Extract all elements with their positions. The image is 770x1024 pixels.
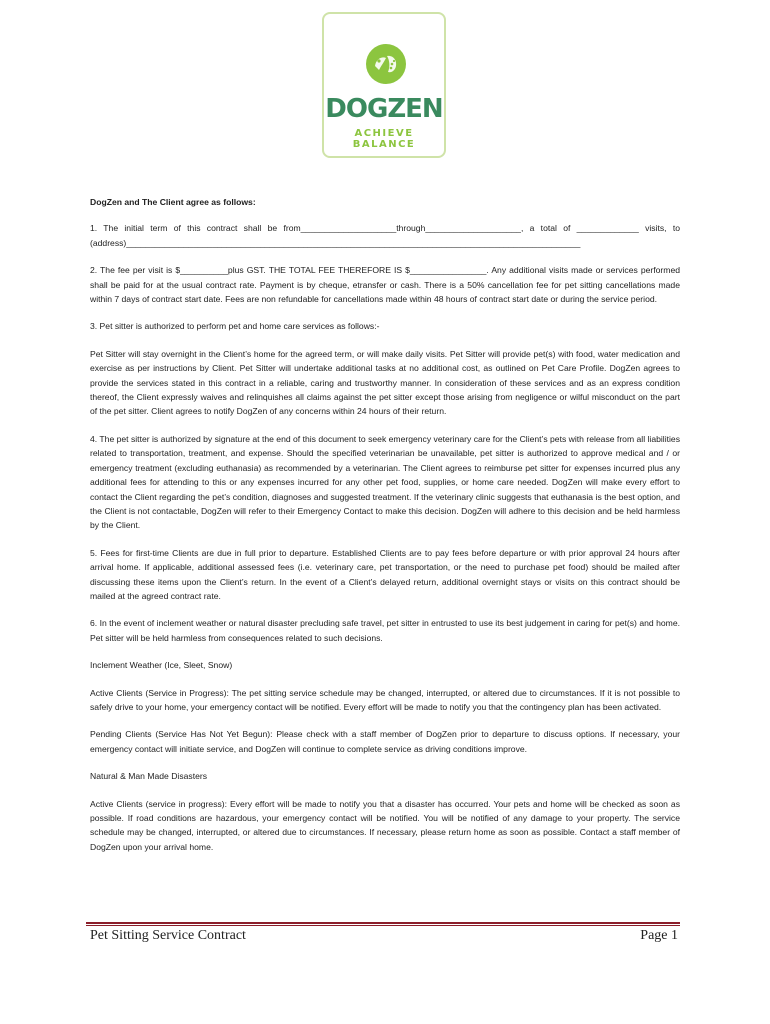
- clause-1: 1. The initial term of this contract shall be from____________________through____________________, a total of _____________ visits, to (address)_______________________________________________________________________________________________: [90, 223, 680, 248]
- clause-3: 3. Pet sitter is authorized to perform pet and home care services as follows:-: [90, 321, 380, 332]
- section-disasters: Natural & Man Made Disasters: [90, 771, 208, 782]
- footer-title: Pet Sitting Service Contract: [90, 928, 246, 943]
- clause-5: 5. Fees for first-time Clients are due in full prior to departure. Established Clients are to pay fees before departure or with prior approval 24 hours after arrival home. If applicable, additional assessed fees (i.e. veterinary care, pet transportation, or the need to purchase pet food) should be mailed after discussing these items upon the Client’s return. In the event of a Client’s delayed return, additional overnight stays or visits on this contract should be mailed at the agreed contract rate.: [90, 547, 680, 601]
- contract-body: [90, 195, 680, 867]
- clause-6: 6. In the event of inclement weather or natural disaster precluding safe travel, pet sitter in entrusted to use its best judgement in caring for pet(s) and home. Pet sitter will be held harmless from consequences related to such decisions.: [90, 618, 680, 643]
- logo-tagline: ACHIEVE BALANCE: [352, 128, 416, 150]
- disaster-active-clients: Active Clients (service in progress): Every effort will be made to notify you that a disaster has occurred. Your pets and home will be checked as soon as possible. If road conditions are hazardous, your emergency contact will be notified. You will be notified of any damage to your property. The service schedule may be changed, interrupted, or altered due to circumstances. If necessary, please return home as soon as possible. Contact a staff member of DogZen upon your arrival home.: [90, 798, 680, 852]
- section-inclement-weather: Inclement Weather (Ice, Sleet, Snow): [90, 660, 233, 671]
- footer-divider: [86, 922, 680, 924]
- logo-card: [322, 12, 446, 158]
- clause-4: 4. The pet sitter is authorized by signature at the end of this document to seek emergency veterinary care for the Client’s pets with release from all liabilities related to transportation, treatment, and expense. Should the specified veterinarian be unavailable, pet sitter is authorized to approve medical and / or emergency treatment (excluding euthanasia) as recommended by a veterinarian. The Client agrees to reimburse pet sitter for expenses incurred plus any additional fees for attending to this or any expenses incurred for any other pet food, supplies, or home care needed. DogZen will make every effort to contact the Client regarding the pet’s condition, diagnoses and suggested treatment. If the veterinary clinic suggests that euthanasia is the best option, and the Client is not contactable, DogZen will refer to their Emergency Contact to make this decision. DogZen will adhere to this decision and be held harmless by the Client.: [90, 433, 680, 531]
- clause-3-detail: Pet Sitter will stay overnight in the Client’s home for the agreed term, or will make daily visits. Pet Sitter will provide pet(s) with food, water medication and exercise as per instructions by Client. Pet Sitter will undertake additional tasks at no additional cost, as outlined on Pet Care Profile. DogZen agrees to provide the services stated in this contract in a reliable, caring and trustworthy manner. In consideration of these services and as an express condition thereof, the Client expressly waives and relinquishes all claims against the pet sitter except those arising from negligence or wilful misconduct on the part of the pet sitter. Client agrees to notify DogZen of any concerns within 24 hours of their return.: [90, 348, 680, 417]
- weather-pending-clients: Pending Clients (Service Has Not Yet Begun): Please check with a staff member of DogZen prior to departure to discuss options. If necessary, your emergency contact will initiate service, and DogZen will continue to complete service as driving conditions improve.: [90, 729, 680, 754]
- logo-wordmark: DOGZEN: [325, 94, 443, 124]
- weather-active-clients: Active Clients (Service in Progress): The pet sitting service schedule may be changed, interrupted, or altered due to circumstances. If it is not possible to safely drive to your home, your emergency contact will be notified. Every effort will be made to notify you that the contingency plan has been activated.: [90, 687, 680, 712]
- clause-2: 2. The fee per visit is $__________plus GST. THE TOTAL FEE THEREFORE IS $________________. Any additional visits made or services performed shall be paid for at the usual contract rate. Payment is by cheque, etransfer or cash. There is a 50% cancellation fee for pet sitting cancellations made within 7 days of contract start date. Fees are non refundable for cancellations made within 48 hours of contract start date or during the service period.: [90, 265, 680, 305]
- footer-divider-thin: [86, 925, 680, 926]
- page-number: Page 1: [640, 928, 678, 943]
- contract-heading: DogZen and The Client agree as follows:: [90, 197, 256, 207]
- dog-paw-logo-icon: [366, 44, 406, 84]
